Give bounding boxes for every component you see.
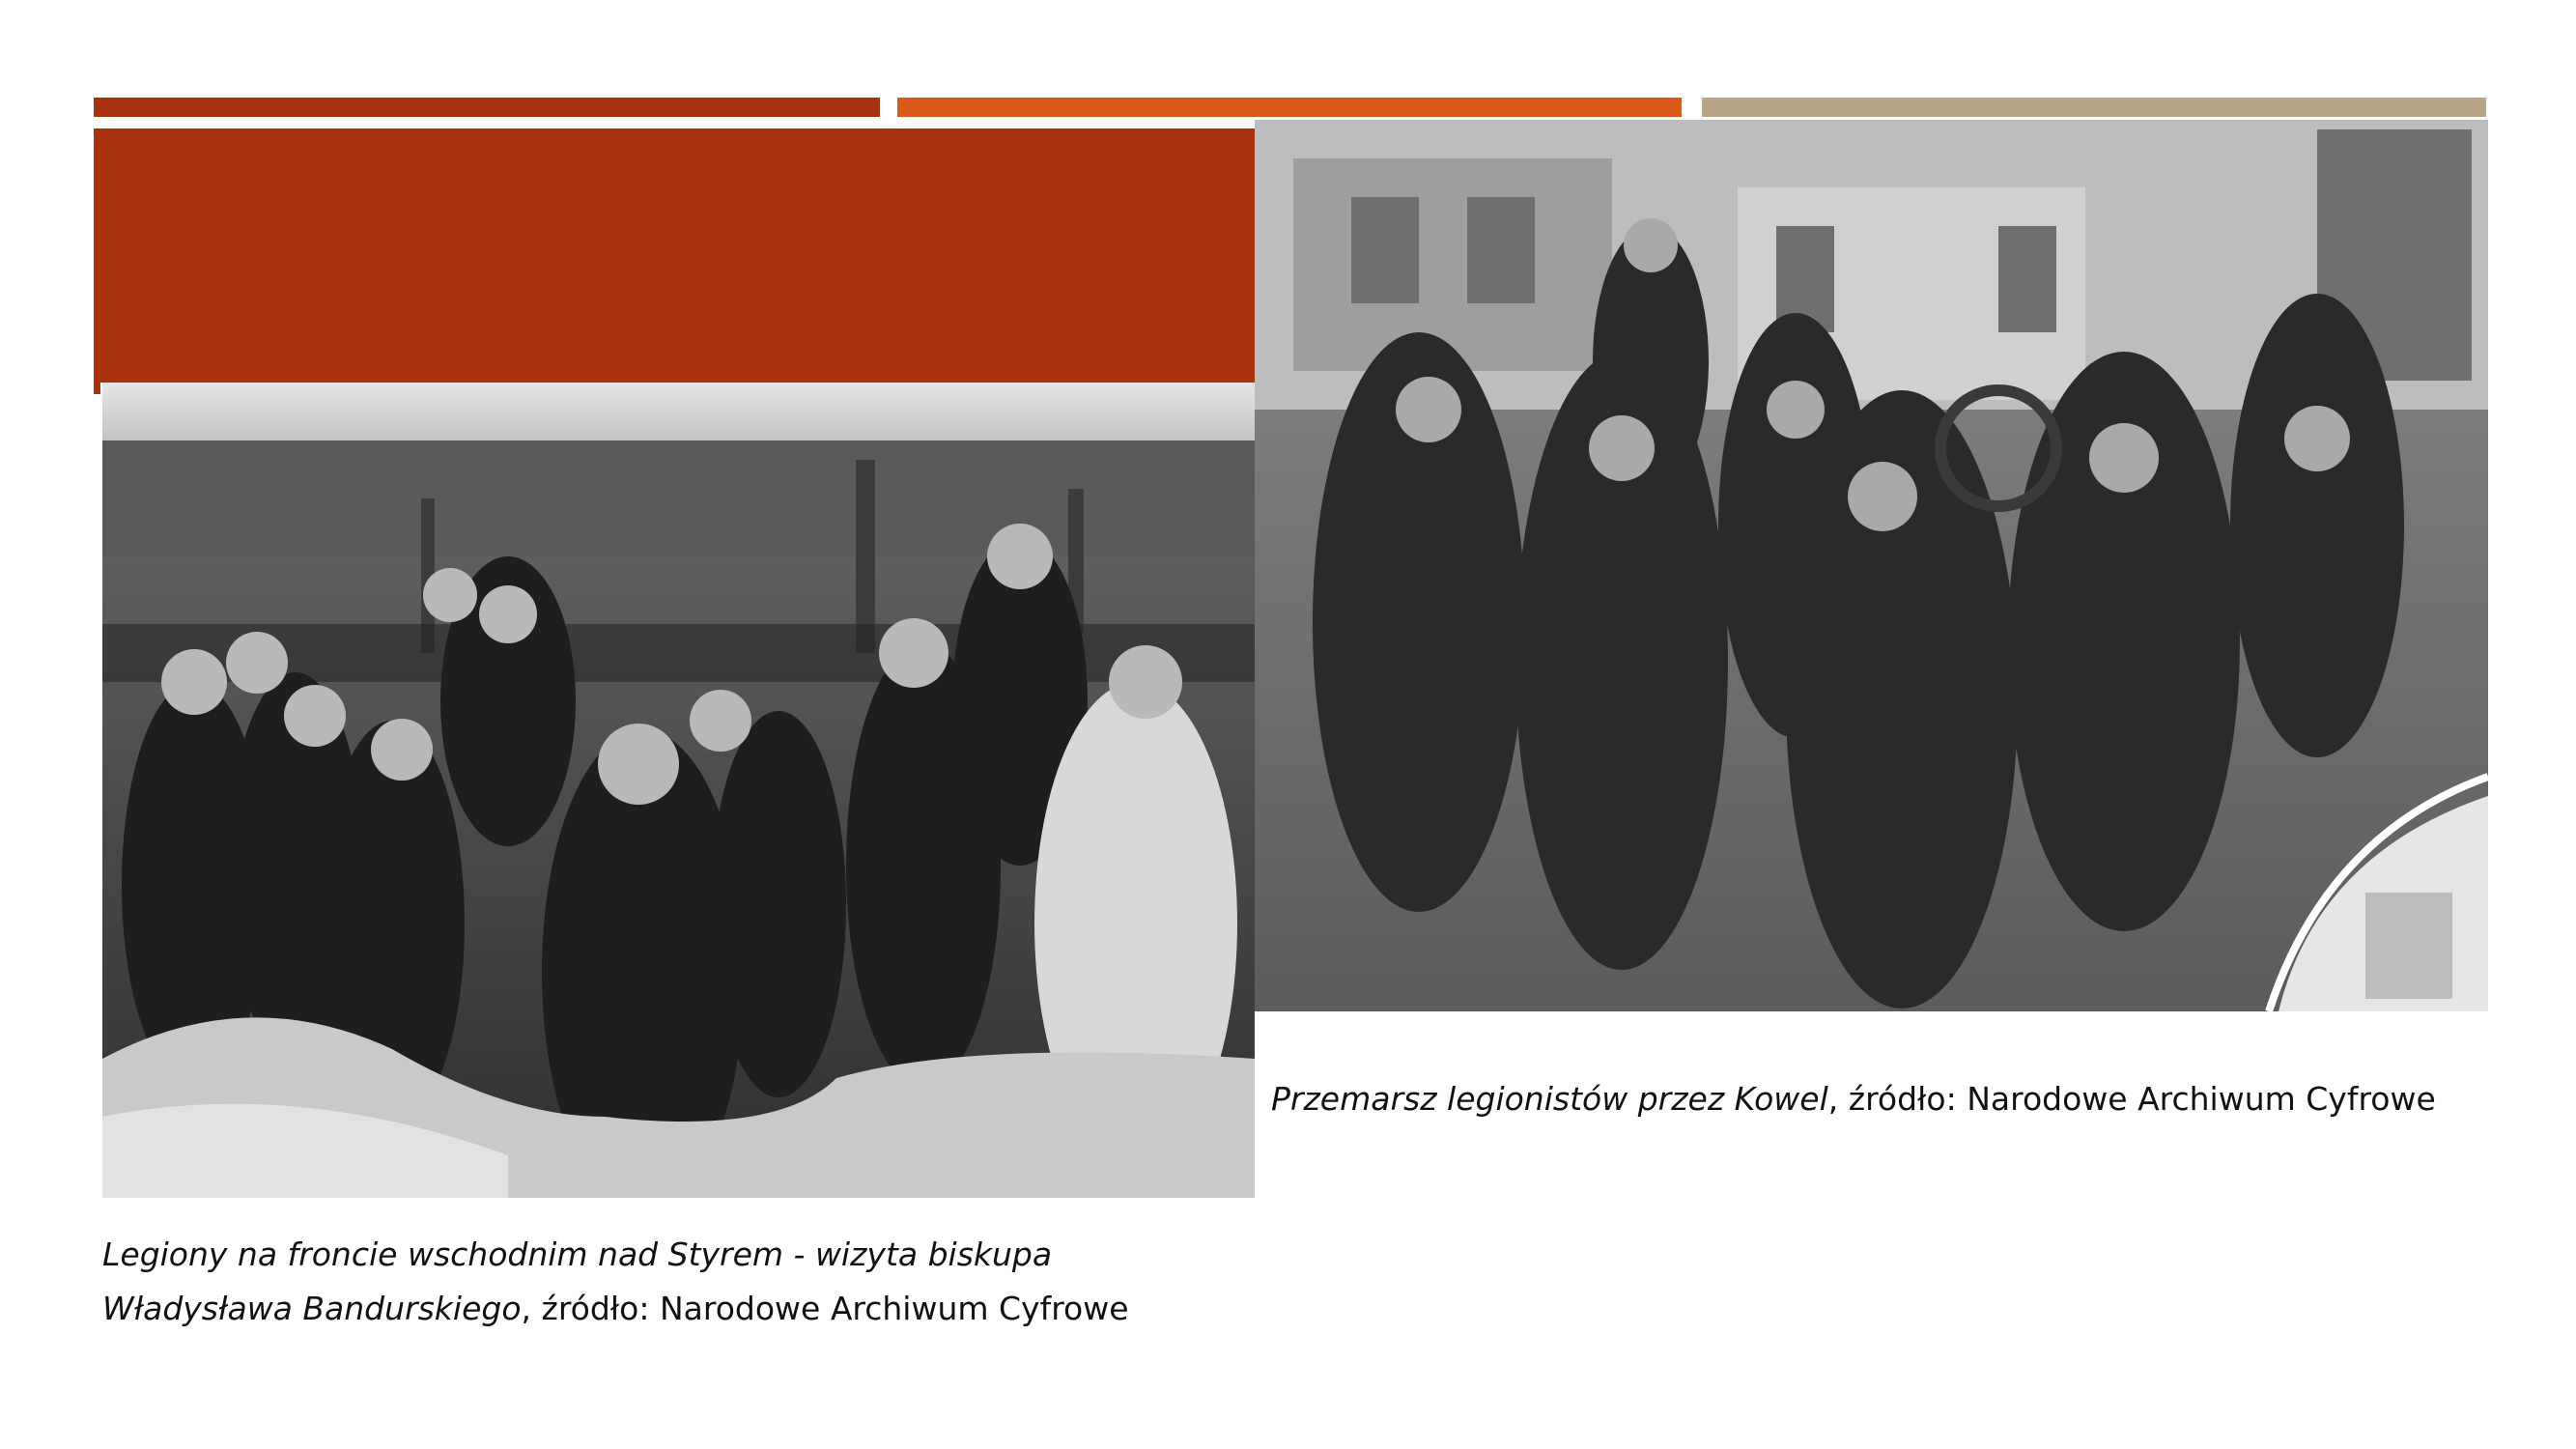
right-caption-title: Przemarsz legionistów przez Kowel <box>1271 1080 1828 1118</box>
black-white-photo-icon <box>102 383 1255 1198</box>
left-caption-source: , źródło: Narodowe Archiwum Cyfrowe <box>521 1290 1129 1327</box>
right-photo-caption <box>1271 1072 2478 1126</box>
right-caption-source: , źródło: Narodowe Archiwum Cyfrowe <box>1827 1080 2436 1118</box>
title-block-tick <box>94 383 100 394</box>
black-white-photo-icon <box>1255 120 2488 1011</box>
accent-bar-1 <box>94 98 880 117</box>
accent-bar-3 <box>1702 98 2486 117</box>
title-block <box>94 128 1255 383</box>
accent-bar-2 <box>897 98 1682 117</box>
left-caption-title: Legiony na froncie wschodnim nad Styrem - wizyta biskupa Władysława Bandurskiego <box>102 1236 1053 1327</box>
left-photo-caption <box>102 1228 1242 1336</box>
legions-trench-photo <box>102 383 1255 1198</box>
legions-march-photo <box>1255 120 2488 1011</box>
